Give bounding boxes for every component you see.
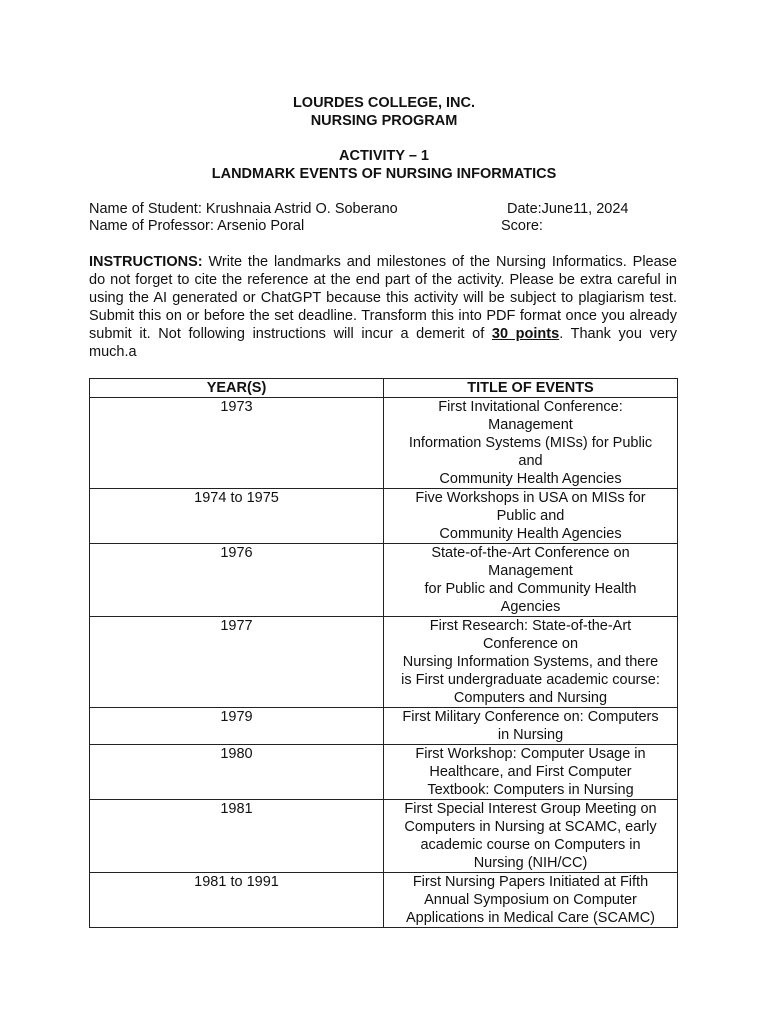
instructions-paragraph <box>89 253 677 361</box>
event-line: Public and <box>496 508 565 524</box>
table-row <box>90 544 678 617</box>
event-line: Computers in Nursing at SCAMC, early <box>404 819 657 835</box>
event-line: Healthcare, and First Computer <box>429 764 632 780</box>
event-cell <box>384 617 678 708</box>
event-line: First Special Interest Group Meeting on <box>404 801 657 817</box>
event-line: Management <box>488 563 573 579</box>
table-row <box>90 489 678 544</box>
event-line: First Workshop: Computer Usage in <box>415 746 646 762</box>
event-column-header: TITLE OF EVENTS <box>384 379 678 398</box>
instructions-label: INSTRUCTIONS: <box>89 254 203 270</box>
event-line: First Research: State-of-the-Art <box>429 618 632 634</box>
event-line: is First undergraduate academic course: <box>401 672 660 688</box>
event-line: Annual Symposium on Computer <box>424 892 637 908</box>
year-column-header: YEAR(S) <box>90 379 384 398</box>
year-cell: 1981 to 1991 <box>90 873 384 928</box>
event-line: Management <box>488 417 573 433</box>
event-line: Community Health Agencies <box>439 526 622 542</box>
year-cell: 1976 <box>90 544 384 617</box>
activity-title: LANDMARK EVENTS OF NURSING INFORMATICS <box>211 166 557 182</box>
table-row <box>90 745 678 800</box>
event-line: Information Systems (MISs) for Public <box>408 435 653 451</box>
event-line: First Nursing Papers Initiated at Fifth <box>412 874 649 890</box>
event-cell <box>384 800 678 873</box>
event-cell <box>384 745 678 800</box>
year-cell: 1973 <box>90 398 384 489</box>
table-header-row <box>90 379 678 398</box>
event-line: Agencies <box>500 599 561 615</box>
event-cell <box>384 489 678 544</box>
year-cell: 1974 to 1975 <box>90 489 384 544</box>
event-line: in Nursing <box>497 727 564 743</box>
event-line: First Military Conference on: Computers <box>402 709 659 725</box>
event-line: First Invitational Conference: <box>438 399 623 415</box>
table-row <box>90 708 678 745</box>
events-table-body <box>90 398 678 928</box>
activity-number: ACTIVITY – 1 <box>339 148 429 164</box>
event-line: Five Workshops in USA on MISs for <box>415 490 646 506</box>
event-line: State-of-the-Art Conference on <box>431 545 630 561</box>
event-line: and <box>518 453 543 469</box>
table-row <box>90 398 678 489</box>
event-line: Conference on <box>482 636 579 652</box>
event-line: Nursing Information Systems, and there <box>402 654 659 670</box>
instructions-tail: . Thank you very much.a <box>89 326 677 360</box>
year-cell: 1977 <box>90 617 384 708</box>
demerit-points: 30 points <box>491 326 560 342</box>
event-line: Nursing (NIH/CC) <box>473 855 588 871</box>
event-line: Computers and Nursing <box>453 690 608 706</box>
event-line: Community Health Agencies <box>439 471 622 487</box>
event-cell <box>384 544 678 617</box>
college-name: LOURDES COLLEGE, INC. <box>292 95 476 111</box>
student-name: Name of Student: Krushnaia Astrid O. Soberano <box>89 201 398 217</box>
year-cell: 1979 <box>90 708 384 745</box>
instructions-text: Write the landmarks and milestones of the Nursing Informatics. Please do not forget to cite the reference at the end part of the activity. Please be extra careful in using the AI generated or ChatGPT because this activity will be subject to plagiarism test. Submit this on or before the set deadline. Transform this into PDF format once you already submit it. Not following instructions will incur a demerit of <box>89 254 677 342</box>
events-table <box>89 378 678 928</box>
event-line: Applications in Medical Care (SCAMC) <box>406 910 655 926</box>
event-cell <box>384 873 678 928</box>
event-line: academic course on Computers in <box>420 837 641 853</box>
score-field: Score: <box>501 218 543 234</box>
table-row <box>90 800 678 873</box>
year-cell: 1981 <box>90 800 384 873</box>
event-cell <box>384 398 678 489</box>
table-row <box>90 873 678 928</box>
professor-name: Name of Professor: Arsenio Poral <box>89 218 305 234</box>
program-name: NURSING PROGRAM <box>310 113 458 129</box>
table-row <box>90 617 678 708</box>
year-cell: 1980 <box>90 745 384 800</box>
event-line: for Public and Community Health <box>424 581 637 597</box>
event-cell <box>384 708 678 745</box>
date-field: Date:June11, 2024 <box>507 201 629 217</box>
event-line: Textbook: Computers in Nursing <box>427 782 634 798</box>
